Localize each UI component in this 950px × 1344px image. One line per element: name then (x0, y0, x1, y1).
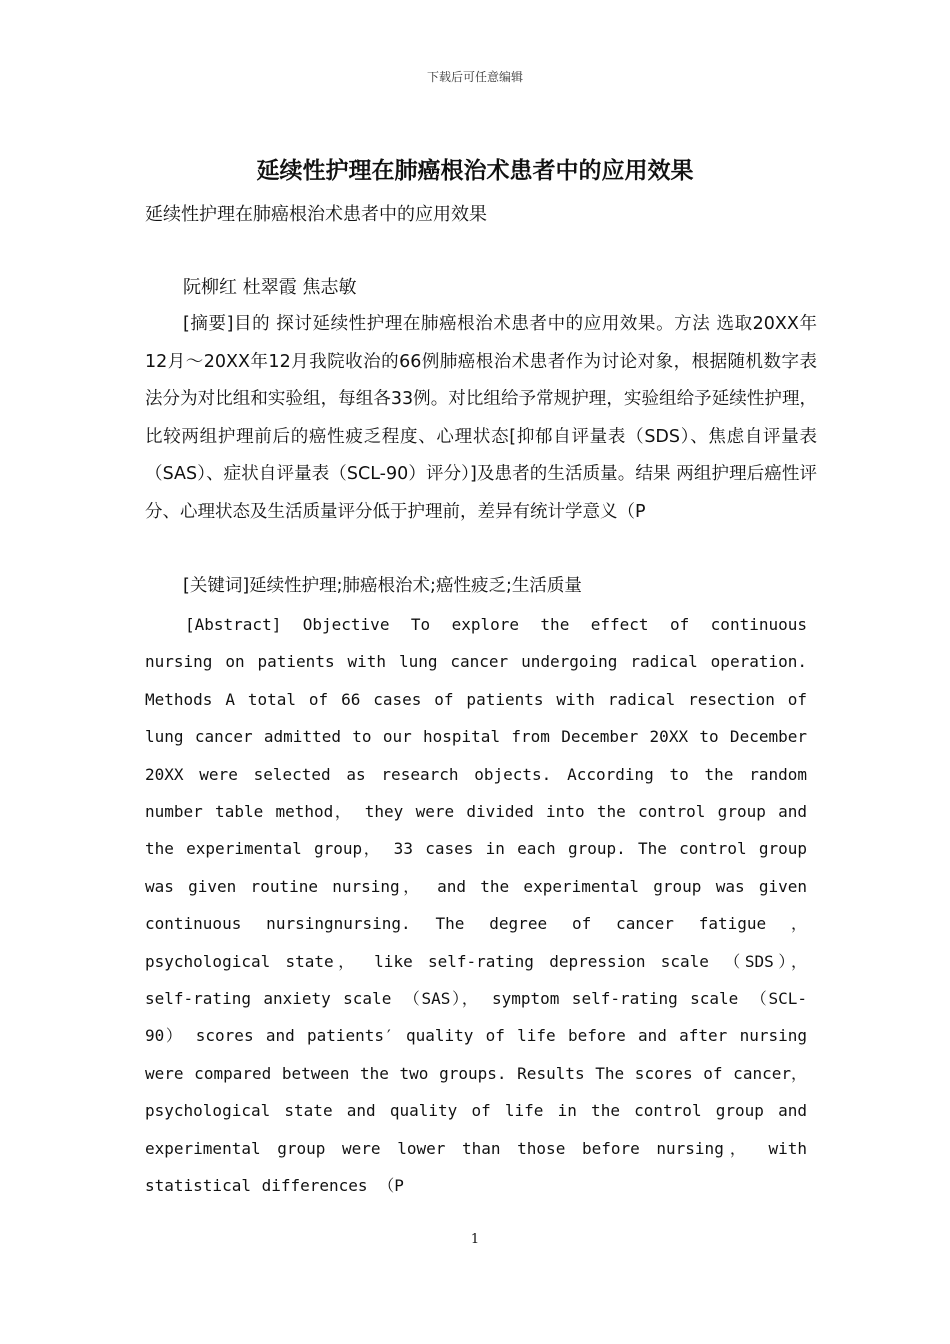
document-subtitle: 延续性护理在肺癌根治术患者中的应用效果 (145, 204, 487, 225)
page-number: 1 (470, 1232, 480, 1247)
authors: 阮柳红 杜翠霞 焦志敏 (183, 277, 357, 298)
header-note: 下载后可任意编辑 (426, 70, 523, 84)
keywords: [关键词]延续性护理;肺癌根治术;癌性疲乏;生活质量 (183, 576, 582, 596)
abstract-chinese: [摘要]目的 探讨延续性护理在肺癌根治术患者中的应用效果。方法 选取20XX年12月～20XX年12月我院收治的66例肺癌根治术患者作为讨论对象，根据随机数字表法分为对比组和实验组，每组各33例。对比组给予常规护理，实验组给予延续性护理，比较两组护理前后的癌性疲乏程度、心理状态[抑郁自评量表（SDS）、焦虑自评量表（SAS）、症状自评量表（SCL-90）评分）]及患者的生活质量。结果 两组护理后癌性评分、心理状态及生活质量评分低于护理前，差异有统计学意义（P (145, 314, 817, 522)
abstract-english: [Abstract] Objective To explore the effect of continuous nursing on patients with lung cancer undergoing radical operation. Methods A total of 66 cases of patients with radical resection of lung cancer admitted to our hospital from December 20XX to December 20XX were selected as research objects. According to the random number table method， they were divided into the control group and the experimental group， 33 cases in each group. The control group was given routine nursing， and the experimental group was given continuous nursingnursing. The degree of cancer fatigue ， psychological state， like self-rating depression scale （SDS）， self-rating anxiety scale （SAS）， symptom self-rating scale （SCL-90） scores and patients′ quality of life before and after nursing were compared between the two groups. Results The scores of cancer， psychological state and quality of life in the control group and experimental group were lower than those before nursing， with statistical differences （P (145, 615, 808, 1196)
document-title: 延续性护理在肺癌根治术患者中的应用效果 (256, 158, 694, 184)
